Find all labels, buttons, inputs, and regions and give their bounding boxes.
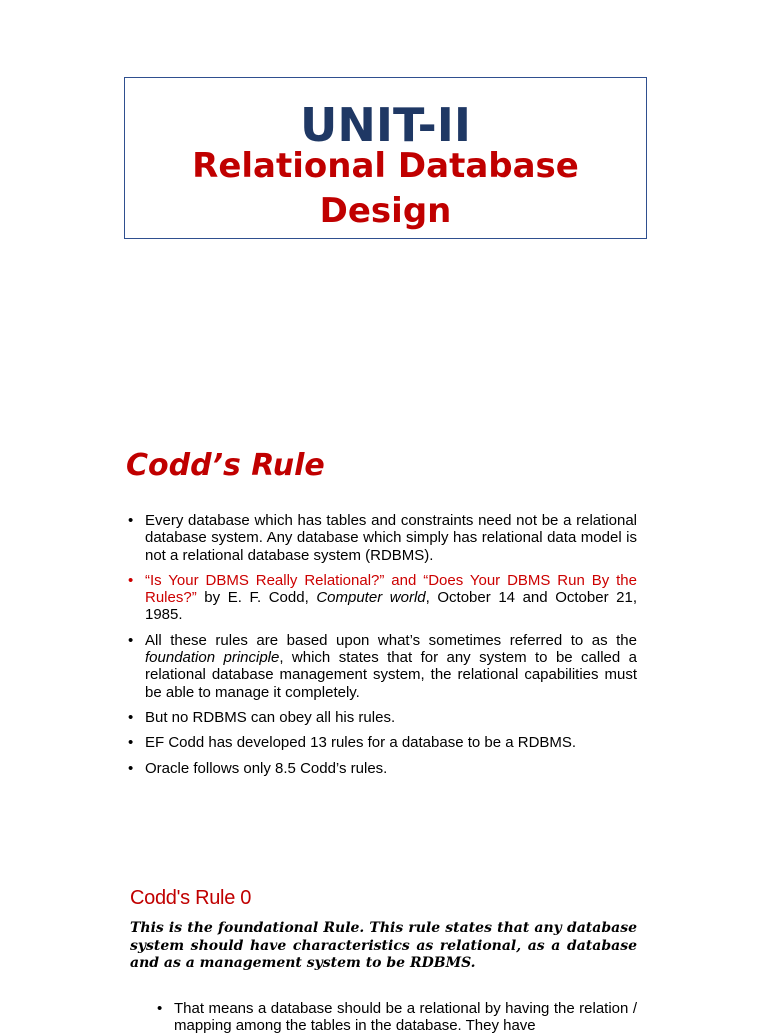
title-slide-box bbox=[124, 77, 647, 239]
bullet-marker: • bbox=[128, 512, 134, 529]
bullet-marker: • bbox=[157, 1000, 163, 1017]
bullet-text: Every database which has tables and constraints need not be a relational database system. Any database which simply has relational data model is not a relational database system (RDBMS). bbox=[145, 512, 637, 564]
bullet-item bbox=[128, 709, 637, 726]
rule0-paragraph: This is the foundational Rule. This rule states that any database system should have characteristics as relational, as a database and as a management system to be RDBMS. bbox=[130, 920, 637, 971]
publication-name: Computer world bbox=[316, 589, 426, 607]
codds-rule-bullet-list bbox=[128, 512, 637, 785]
foundation-principle-term: foundation principle bbox=[145, 649, 280, 667]
article-titles: “Is Your DBMS Really Relational?” and “Does Your DBMS Run By the Rules?” bbox=[145, 571, 637, 607]
bullet-item bbox=[128, 572, 637, 624]
unit-subtitle: Relational Database Design bbox=[192, 146, 579, 231]
publication-date: , October 14 and October 21, 1985. bbox=[145, 589, 637, 624]
bullet-item bbox=[128, 734, 637, 751]
bullet-text: But no RDBMS can obey all his rules. bbox=[145, 708, 396, 726]
bullet-text: EF Codd has developed 13 rules for a database to be a RDBMS. bbox=[145, 734, 577, 752]
bullet-item bbox=[128, 512, 637, 564]
bullet-item bbox=[157, 1000, 637, 1035]
codds-rule-heading: Codd’s Rule bbox=[126, 448, 325, 483]
bullet-text-after: , which states that for any system to be called a relational database management system, the relational capabilities must be able to manage it completely. bbox=[145, 649, 637, 701]
bullet-text: Oracle follows only 8.5 Codd’s rules. bbox=[145, 759, 388, 777]
bullet-text-before: All these rules are based upon what’s sometimes referred to as the bbox=[145, 631, 637, 649]
bullet-item bbox=[128, 632, 637, 701]
bullet-marker: • bbox=[128, 734, 134, 752]
bullet-marker: • bbox=[128, 708, 134, 726]
bullet-item bbox=[128, 760, 637, 777]
bullet-text: That means a database should be a relational by having the relation / mapping among the tables in the database. They have bbox=[174, 1000, 637, 1035]
bullet-marker: • bbox=[128, 759, 134, 777]
article-author: by E. F. Codd, bbox=[196, 589, 317, 607]
rule0-bullet-list bbox=[157, 1000, 637, 1035]
unit-title: UNIT-II bbox=[300, 98, 471, 152]
bullet-marker: • bbox=[128, 571, 134, 589]
bullet-marker: • bbox=[128, 631, 134, 649]
rule0-heading: Codd's Rule 0 bbox=[130, 887, 252, 909]
